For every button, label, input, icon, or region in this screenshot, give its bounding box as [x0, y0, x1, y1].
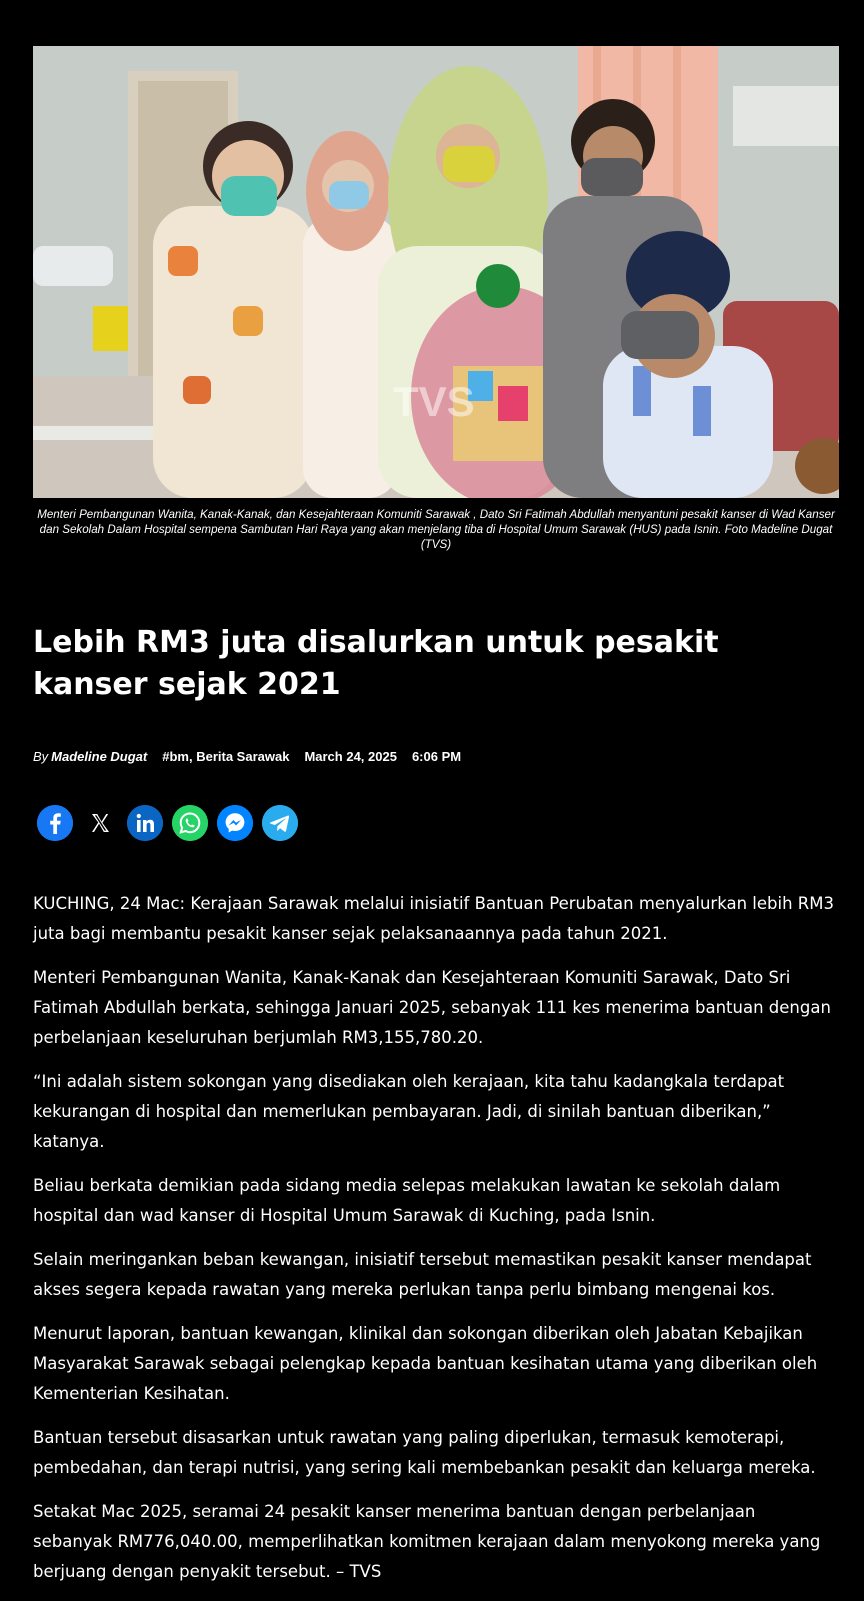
paragraph: Menurut laporan, bantuan kewangan, klinikal dan sokongan diberikan oleh Jabatan Kebajikan Masyarakat Sarawak sebagai pelengkap kepada bantuan kesihatan utama yang diberikan oleh Kementerian Kesihatan. [33, 1324, 818, 1403]
category-links[interactable]: #bm, Berita Sarawak [162, 749, 290, 764]
watermark: TVS [393, 378, 475, 425]
publish-time: 6:06 PM [411, 749, 462, 764]
paragraph: Bantuan tersebut disasarkan untuk rawatan yang paling diperlukan, termasuk kemoterapi, pembedahan, dan terapi nutrisi, yang sering kali membebankan pesakit dan keluarga mereka. [33, 1428, 816, 1477]
article-meta [33, 749, 461, 764]
share-telegram-button[interactable] [262, 805, 298, 841]
share-whatsapp-button[interactable] [172, 805, 208, 841]
paragraph: Menteri Pembangunan Wanita, Kanak-Kanak dan Kesejahteraan Komuniti Sarawak, Dato Sri Fatimah Abdullah berkata, sehingga Januari 2025, sebanyak 111 kes menerima bantuan dengan perbelanjaan keseluruhan berjumlah RM3,155,780.20. [33, 968, 831, 1047]
paragraph: KUCHING, 24 Mac: Kerajaan Sarawak melalui inisiatif Bantuan Perubatan menyalurkan lebih RM3 juta bagi membantu pesakit kanser sejak pelaksanaannya pada tahun 2021. [33, 894, 834, 943]
byline [33, 749, 147, 764]
whatsapp-icon [172, 805, 208, 841]
author-link[interactable]: Madeline Dugat [51, 749, 148, 764]
publish-date: March 24, 2025 [304, 749, 397, 764]
share-linkedin-button[interactable] [127, 805, 163, 841]
telegram-icon [262, 805, 298, 841]
share-bar [37, 805, 298, 841]
hero-photo [33, 46, 839, 498]
facebook-icon [37, 805, 73, 841]
share-messenger-button[interactable] [217, 805, 253, 841]
article-body [33, 889, 839, 1601]
article-title: Lebih RM3 juta disalurkan untuk pesakit kanser sejak 2021 [33, 625, 719, 702]
photo-caption: Menteri Pembangunan Wanita, Kanak-Kanak, dan Kesejahteraan Komuniti Sarawak , Dato Sri Fatimah Abdullah menyantuni pesakit kanser di Wad Kanser dan Sekolah Dalam Hospital sempena Sambutan Hari Raya yang akan menjelang tiba di Hospital Umum Sarawak (HUS) pada Isnin. Foto Madeline Dugat (TVS) [37, 508, 835, 551]
paragraph: “Ini adalah sistem sokongan yang disediakan oleh kerajaan, kita tahu kadangkala terdapat kekurangan di hospital dan memerlukan pembayaran. Jadi, di sinilah bantuan diberikan,” katanya. [33, 1072, 785, 1151]
share-x-button[interactable] [82, 805, 118, 841]
paragraph: Beliau berkata demikian pada sidang media selepas melakukan lawatan ke sekolah dalam hospital dan wad kanser di Hospital Umum Sarawak di Kuching, pada Isnin. [33, 1176, 781, 1225]
hospital-visit-photo [33, 46, 839, 498]
byline-prefix: By [33, 749, 49, 764]
share-facebook-button[interactable] [37, 805, 73, 841]
paragraph: Setakat Mac 2025, seramai 24 pesakit kanser menerima bantuan dengan perbelanjaan sebanyak RM776,040.00, memperlihatkan komitmen kerajaan dalam menyokong mereka yang berjuang dengan penyakit tersebut. – TVS [33, 1502, 821, 1581]
paragraph: Selain meringankan beban kewangan, inisiatif tersebut memastikan pesakit kanser mendapat akses segera kepada rawatan yang mereka perlukan tanpa perlu bimbang mengenai kos. [33, 1250, 812, 1299]
messenger-icon [217, 805, 253, 841]
x-icon [82, 805, 118, 841]
linkedin-icon [127, 805, 163, 841]
